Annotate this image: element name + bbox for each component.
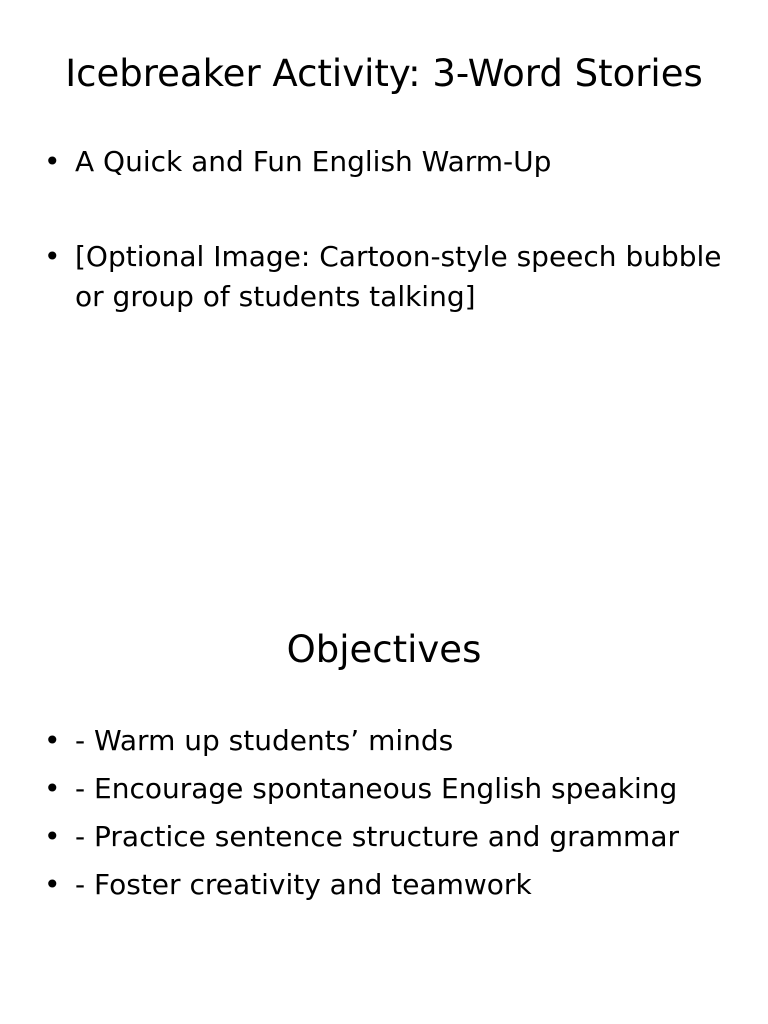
bullet-item bbox=[44, 237, 724, 317]
bullet-text: - Warm up students’ minds bbox=[75, 724, 454, 757]
bullet-item bbox=[44, 861, 724, 909]
slide-2-title: Objectives bbox=[286, 628, 482, 671]
bullet-dot-icon: • bbox=[44, 820, 61, 853]
bullet-dot-icon: • bbox=[44, 145, 61, 178]
bullet-text: - Practice sentence structure and grammar bbox=[75, 820, 679, 853]
bullet-text: - Encourage spontaneous English speaking bbox=[75, 772, 678, 805]
slide-1-title: Icebreaker Activity: 3-Word Stories bbox=[65, 52, 703, 95]
bullet-dot-icon: • bbox=[44, 724, 61, 757]
bullet-text: [Optional Image: Cartoon-style speech bubble or group of students talking] bbox=[75, 240, 722, 313]
bullet-text: - Foster creativity and teamwork bbox=[75, 868, 532, 901]
slide-2 bbox=[0, 512, 768, 1024]
bullet-dot-icon: • bbox=[44, 240, 61, 273]
bullet-item bbox=[44, 765, 724, 813]
bullet-dot-icon: • bbox=[44, 868, 61, 901]
bullet-text: A Quick and Fun English Warm-Up bbox=[75, 145, 552, 178]
bullet-item bbox=[44, 142, 724, 182]
slide-2-bullet-list bbox=[44, 717, 724, 909]
bullet-item bbox=[44, 813, 724, 861]
bullet-item bbox=[44, 717, 724, 765]
slide-1-bullet-list bbox=[44, 142, 724, 317]
bullet-dot-icon: • bbox=[44, 772, 61, 805]
